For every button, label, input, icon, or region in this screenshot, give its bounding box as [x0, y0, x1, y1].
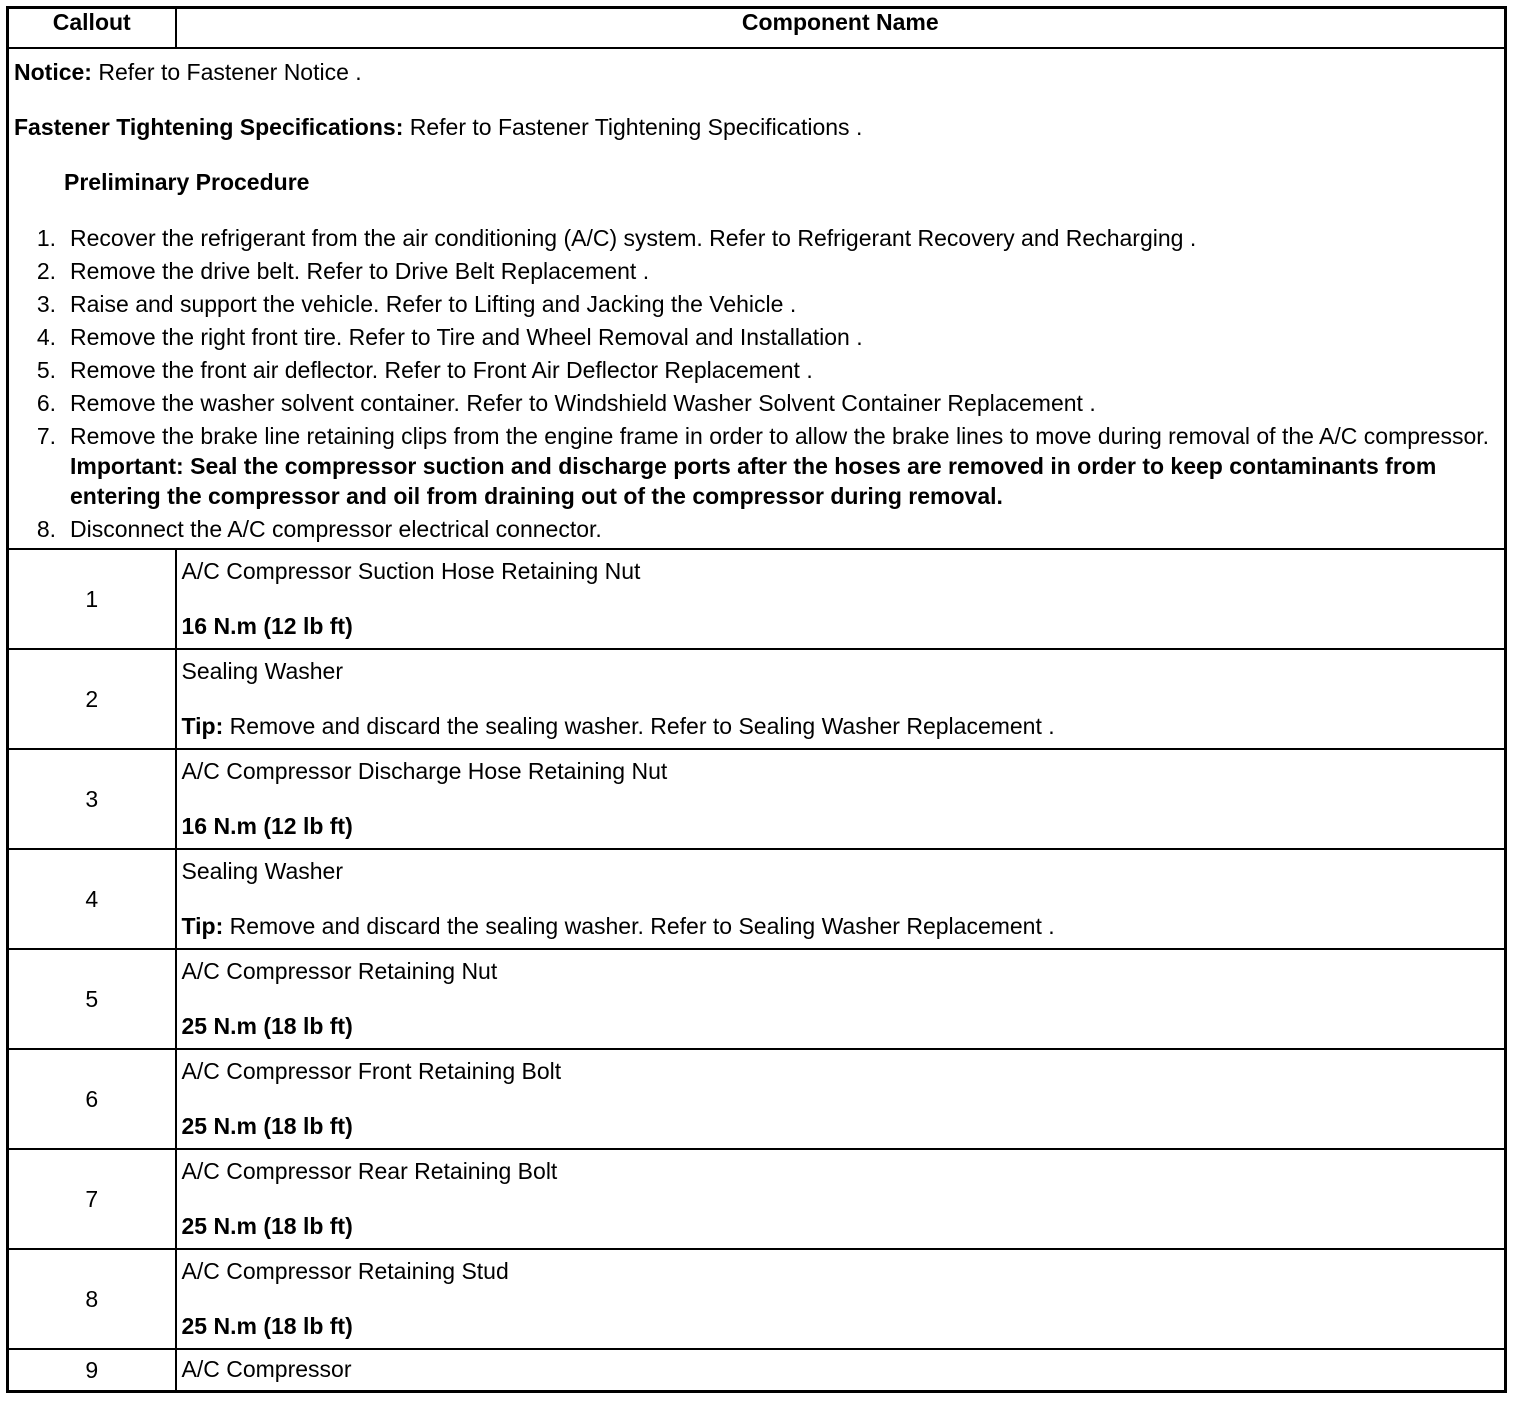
- step-number: 1.: [36, 225, 56, 251]
- tip-line: [182, 709, 1505, 743]
- torque-spec: 16 N.m (12 lb ft): [181, 813, 353, 839]
- step-item: [14, 256, 1504, 286]
- tip-label: Tip:: [181, 913, 224, 939]
- callout-number: 3: [8, 749, 176, 849]
- step-number: 2.: [36, 258, 56, 284]
- header-callout: Callout: [8, 8, 176, 49]
- component-cell: [176, 1349, 1506, 1392]
- callout-number: 7: [8, 1149, 176, 1249]
- component-table: [6, 6, 1507, 1393]
- step-item: [14, 289, 1504, 319]
- fastener-label: Fastener Tightening Specifications:: [14, 114, 404, 140]
- callout-number: 2: [8, 649, 176, 749]
- callout-number: 1: [8, 549, 176, 649]
- step-text: Remove the washer solvent container. Refer to Windshield Washer Solvent Container Replacement .: [70, 390, 1096, 416]
- torque-spec: 16 N.m (12 lb ft): [181, 613, 353, 639]
- step-text-block: [56, 289, 1504, 319]
- component-name: A/C Compressor Discharge Hose Retaining Nut: [181, 758, 668, 784]
- callout-number: 5: [8, 949, 176, 1049]
- component-cell: [176, 1049, 1506, 1149]
- step-text-block: [56, 223, 1504, 253]
- torque-spec: 25 N.m (18 lb ft): [181, 1013, 353, 1039]
- step-text: Recover the refrigerant from the air conditioning (A/C) system. Refer to Refrigerant Recovery and Recharging .: [70, 225, 1197, 251]
- step-item: [14, 388, 1504, 418]
- component-name: Sealing Washer: [181, 858, 344, 884]
- component-cell: [176, 649, 1506, 749]
- step-text-block: [56, 421, 1504, 511]
- preliminary-title: Preliminary Procedure: [64, 169, 310, 195]
- table-row: [8, 1049, 1506, 1149]
- torque-spec: 25 N.m (18 lb ft): [181, 1313, 353, 1339]
- component-name: A/C Compressor Rear Retaining Bolt: [181, 1158, 558, 1184]
- preliminary-steps: [14, 223, 1504, 544]
- step-item: [14, 322, 1504, 352]
- component-name: A/C Compressor Retaining Nut: [181, 958, 498, 984]
- component-name: A/C Compressor: [181, 1356, 352, 1382]
- step-text: Raise and support the vehicle. Refer to Lifting and Jacking the Vehicle .: [70, 291, 797, 317]
- notice-text: Refer to Fastener Notice .: [91, 59, 362, 85]
- component-name: A/C Compressor Suction Hose Retaining Nut: [181, 558, 641, 584]
- table-row: [8, 1249, 1506, 1349]
- table-row: [8, 949, 1506, 1049]
- component-cell: [176, 949, 1506, 1049]
- step-item: [14, 421, 1504, 511]
- table-row: [8, 549, 1506, 649]
- table-row: [8, 649, 1506, 749]
- table-row: [8, 749, 1506, 849]
- step-number: 6.: [36, 390, 56, 416]
- component-cell: [176, 1249, 1506, 1349]
- component-name: A/C Compressor Retaining Stud: [181, 1258, 509, 1284]
- notice-line: [14, 55, 1504, 89]
- fastener-line: [14, 110, 1504, 144]
- callout-number: 8: [8, 1249, 176, 1349]
- table-row: [8, 1149, 1506, 1249]
- header-component-name: Component Name: [176, 8, 1506, 49]
- component-cell: [176, 549, 1506, 649]
- step-text-block: [56, 322, 1504, 352]
- step-text-block: [56, 514, 1504, 544]
- step-text: Remove the right front tire. Refer to Tire and Wheel Removal and Installation .: [70, 324, 863, 350]
- step-number: 5.: [36, 357, 56, 383]
- table-row: [8, 849, 1506, 949]
- tip-text: Remove and discard the sealing washer. Refer to Sealing Washer Replacement .: [223, 713, 1055, 739]
- torque-spec: 25 N.m (18 lb ft): [181, 1113, 353, 1139]
- step-text: Remove the brake line retaining clips from the engine frame in order to allow the brake lines to move during removal of the A/C compressor.: [70, 423, 1490, 449]
- callout-number: 9: [8, 1349, 176, 1392]
- step-text: Remove the front air deflector. Refer to Front Air Deflector Replacement .: [70, 357, 813, 383]
- component-name: Sealing Washer: [181, 658, 344, 684]
- step-item: [14, 355, 1504, 385]
- callout-number: 6: [8, 1049, 176, 1149]
- component-rows: [8, 549, 1506, 1392]
- tip-label: Tip:: [181, 713, 224, 739]
- notice-label: Notice:: [14, 59, 92, 85]
- step-text-block: [56, 355, 1504, 385]
- step-text: Remove the drive belt. Refer to Drive Belt Replacement .: [70, 258, 650, 284]
- step-text-block: [56, 256, 1504, 286]
- step-text: Disconnect the A/C compressor electrical connector.: [70, 516, 602, 542]
- step-number: 4.: [36, 324, 56, 350]
- component-cell: [176, 749, 1506, 849]
- tip-line: [182, 909, 1505, 943]
- table-row: [8, 1349, 1506, 1392]
- tip-text: Remove and discard the sealing washer. Refer to Sealing Washer Replacement .: [223, 913, 1055, 939]
- callout-number: 4: [8, 849, 176, 949]
- important-note: Important: Seal the compressor suction and discharge ports after the hoses are removed in order to keep contaminants from entering the compressor and oil from draining out of the compressor during removal.: [70, 453, 1437, 509]
- torque-spec: 25 N.m (18 lb ft): [181, 1213, 353, 1239]
- step-number: 8.: [36, 516, 56, 542]
- step-number: 7.: [36, 423, 56, 449]
- component-cell: [176, 849, 1506, 949]
- step-text-block: [56, 388, 1504, 418]
- component-name: A/C Compressor Front Retaining Bolt: [181, 1058, 562, 1084]
- step-number: 3.: [36, 291, 56, 317]
- component-cell: [176, 1149, 1506, 1249]
- fastener-text: Refer to Fastener Tightening Specifications .: [403, 114, 863, 140]
- notes-cell: [8, 48, 1506, 549]
- step-item: [14, 223, 1504, 253]
- step-item: [14, 514, 1504, 544]
